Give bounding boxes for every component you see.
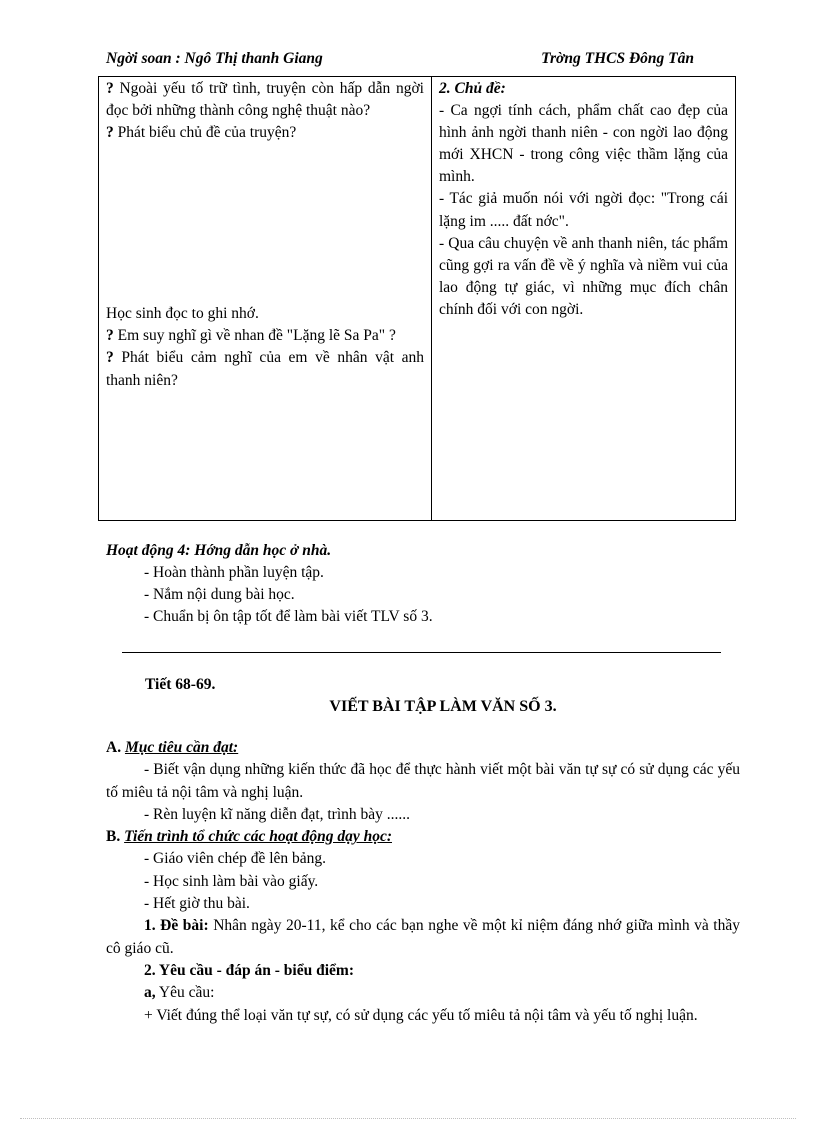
question-4: ? Phát biểu cảm nghĩ của em về nhân vật anh thanh niên? [106, 349, 425, 389]
page-bottom-border [20, 1118, 796, 1119]
activity-item: - Hoàn thành phần luyện tập. [144, 564, 324, 582]
content-cell [432, 77, 736, 521]
section-a-item: - Rèn luyện kĩ năng diễn đạt, trình bày ...... [144, 805, 411, 823]
question-3: ? Em suy nghĩ gì về nhan đề "Lặng lẽ Sa Pa" ? [106, 327, 396, 345]
question-1: ? Ngoài yếu tố trữ tình, truyện còn hấp dẫn ngời đọc bởi những thành công nghệ thuật nào? [106, 80, 424, 120]
question-2: ? Phát biểu chủ đề của truyện? [106, 124, 297, 142]
lesson-title: VIẾT BÀI TẬP LÀM VĂN SỐ 3. [329, 698, 557, 715]
activity-4-title: Hoạt động 4: Hớng dẫn học ở nhà. [106, 542, 332, 559]
activity-item: - Chuẩn bị ôn tập tốt để làm bài viết TLV số 3. [144, 608, 433, 626]
theme-line-2: - Tác giả muốn nói với ngời đọc: "Trong cái lặng im ..... đất nớc". [439, 190, 728, 230]
requirements-heading: 2. Yêu cầu - đáp án - biểu điểm: [144, 961, 354, 979]
lesson-body [106, 737, 740, 1027]
reading-note: Học sinh đọc to ghi nhớ. [106, 305, 259, 323]
section-b-item: - Giáo viên chép đề lên bảng. [144, 850, 327, 868]
exam-topic: 1. Đề bài: Nhân ngày 20-11, kể cho các bạn nghe về một kỉ niệm đáng nhớ giữa mình và thầy cô giáo cũ. [106, 917, 740, 957]
section-b-item: - Hết giờ thu bài. [144, 895, 250, 913]
theme-line-1: - Ca ngợi tính cách, phẩm chất cao đẹp của hình ảnh ngời thanh niên - con ngời lao động mới XHCN - trong công việc thầm lặng của mình. [439, 102, 728, 186]
section-a-item: - Biết vận dụng những kiến thức đã học để thực hành viết một bài văn tự sự có sử dụng các yếu tố miêu tả nội tâm và nghị luận. [106, 761, 740, 801]
activity-item: - Nắm nội dung bài học. [144, 586, 295, 604]
requirements-item: + Viết đúng thể loại văn tự sự, có sử dụng các yếu tố miêu tả nội tâm và yếu tố nghị luận. [144, 1006, 698, 1024]
teacher-questions-cell [99, 77, 432, 521]
lesson-number: Tiết 68-69. [145, 676, 216, 693]
section-divider [122, 652, 721, 653]
section-b-item: - Học sinh làm bài vào giấy. [144, 872, 319, 890]
table-row [99, 77, 736, 521]
theme-heading: 2. Chủ đề: [439, 80, 506, 97]
theme-line-3: - Qua câu chuyện về anh thanh niên, tác phẩm cũng gợi ra vấn đề về ý nghĩa và niềm vui của lao động tự giác, vì những mục đích chân chính đối với con ngời. [439, 234, 728, 318]
requirements-a: a, Yêu cầu: [144, 984, 215, 1002]
school-line: Trờng THCS Đông Tân [541, 50, 694, 67]
section-a-heading: A. Mục tiêu cần đạt: [106, 739, 239, 756]
lesson-table [98, 76, 736, 521]
author-line: Ngời soan : Ngô Thị thanh Giang [106, 50, 323, 67]
section-b-heading: B. Tiến trình tổ chức các hoạt động dạy học: [106, 828, 392, 846]
activity-4 [106, 540, 736, 628]
page-header [106, 50, 712, 68]
